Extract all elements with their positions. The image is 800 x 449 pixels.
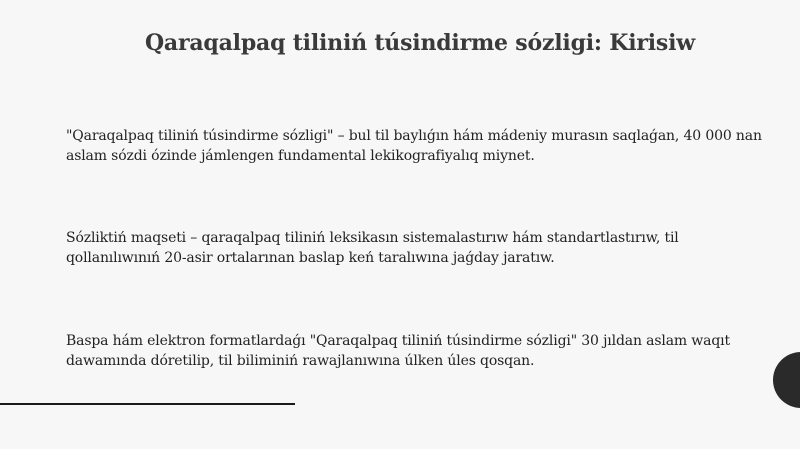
decorative-circle <box>773 352 800 408</box>
slide-title: Qaraqalpaq tiliniń túsindirme sózligi: Kirisiw <box>144 30 696 56</box>
paragraph-history: Baspa hám elektron formatlardaǵı "Qaraqalpaq tiliniń túsindirme sózligi" 30 jıldan aslam waqıt dawamında dóretilip, til biliminiń rawajlanıwına úlken úles qosqan. <box>66 333 730 369</box>
paragraph-purpose: Sózliktiń maqseti – qaraqalpaq tiliniń leksikasın sistemalastırıw hám standartlastırıw, til qollanılıwınıń 20-asir ortalarınan baslap keń taralıwına jaǵday jaratıw. <box>66 230 679 266</box>
decorative-divider <box>0 403 295 405</box>
paragraph-intro: "Qaraqalpaq tiliniń túsindirme sózligi" – bul til baylıǵın hám mádeniy murasın saqlaǵan, 40 000 nan aslam sózdi ózinde jámlengen fundamental lekikografiyalıq miynet. <box>66 128 762 164</box>
